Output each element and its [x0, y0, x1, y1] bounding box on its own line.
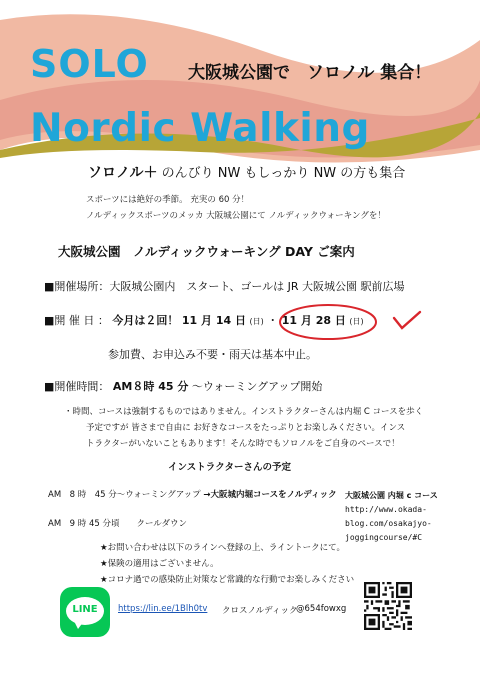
subtitle-strong: ソロノル＋ — [88, 165, 158, 181]
time-value: AM８時 45 分 — [112, 380, 189, 393]
note-line-1: ・時間、コースは強制するものではありません。インストラクターさんは内堀 C コースを歩く — [64, 407, 424, 417]
date-second: 11 月 28 日 — [281, 314, 346, 327]
subtitle-rest: のんびり NW もしっかり NW の方も集合 — [161, 166, 406, 181]
date-first: 11 月 14 日 — [181, 314, 246, 327]
schedule-item-2: AM 9 時 45 分頃 クールダウン — [48, 519, 187, 529]
side-info-url-3[interactable]: joggingcourse/#C — [345, 533, 423, 542]
note-line-2: 予定ですが 皆さまで自由に お好きなコースをたっぷりとお楽しみください。インス — [86, 423, 406, 433]
title-solo: SOLO — [30, 42, 149, 86]
bullet-list — [100, 540, 354, 588]
schedule-item-1 — [48, 488, 337, 500]
group-name: クロスノルディック — [222, 606, 298, 616]
qr-code-icon[interactable] — [364, 582, 412, 630]
bullet-item: ★お問い合わせは以下のラインへ登録の上、ライントークにて。 — [100, 543, 345, 553]
intro-text — [86, 192, 386, 224]
dates-row: ■開 催 日 ： 今月は２回！ 11 月 14 日 (日) ・ 11 月 28 日 (日) — [44, 314, 364, 327]
line-logo-text: LINE — [72, 604, 98, 615]
title-nordic-walking: Nordic Walking — [30, 106, 370, 151]
date-second-dow: (日) — [349, 317, 364, 326]
side-info-url-1[interactable]: http://www.okada- — [345, 505, 427, 514]
fee-note: 参加費、お申込み不要・雨天は基本中止。 — [108, 348, 317, 361]
time-rest: ～ウォーミングアップ開始 — [191, 380, 323, 393]
time-row — [44, 378, 322, 394]
course-note — [64, 404, 444, 452]
header-wave-graphic — [0, 0, 480, 180]
schedule-title: インストラクターさんの予定 — [168, 462, 292, 473]
check-mark-icon — [394, 312, 420, 328]
red-circle-mark — [276, 300, 436, 350]
intro-line-2: ノルディックスポーツのメッカ 大阪城公園にて ノルディックウォーキングを！ — [86, 211, 386, 221]
side-info-title: 大阪城公園 内堀 c コース — [345, 491, 438, 500]
line-handle: @654fowxg — [296, 604, 347, 614]
side-info — [345, 489, 438, 545]
intro-line-1: スポーツには絶好の季節。 充実の 60 分！ — [86, 195, 250, 205]
headline: 大阪城公園で ソロノル 集合！ — [188, 63, 432, 83]
bullet-item: ★コロナ過での感染防止対策など常識的な行動でお楽しみください — [100, 575, 355, 585]
schedule-item-1-course: →大阪城内堀コースをノルディック — [203, 490, 337, 500]
note-line-3: トラクターがいないこともあります！そんな時でもソロノルをご自身のペースで！ — [86, 439, 400, 449]
guide-title: 大阪城公園 ノルディックウォーキング DAY ご案内 — [58, 244, 355, 259]
schedule-item-1-time: AM 8 時 45 分～ウォーミングアップ — [48, 490, 201, 500]
dates-label: ■開 催 日 ： — [44, 314, 109, 327]
line-logo-icon[interactable] — [60, 587, 110, 637]
line-link[interactable]: https://lin.ee/1Blh0tv — [118, 604, 208, 614]
time-label: ■開催時間： — [44, 380, 110, 393]
date-first-dow: (日) — [249, 317, 264, 326]
bullet-item: ★保険の適用はございません。 — [100, 559, 219, 569]
side-info-url-2[interactable]: blog.com/osakajyo- — [345, 519, 432, 528]
dates-lead: 今月は２回！ — [112, 314, 179, 327]
subtitle — [88, 162, 405, 182]
venue-row: ■開催場所：大阪城公園内 スタート、ゴールは JR 大阪城公園 駅前広場 — [44, 280, 405, 293]
